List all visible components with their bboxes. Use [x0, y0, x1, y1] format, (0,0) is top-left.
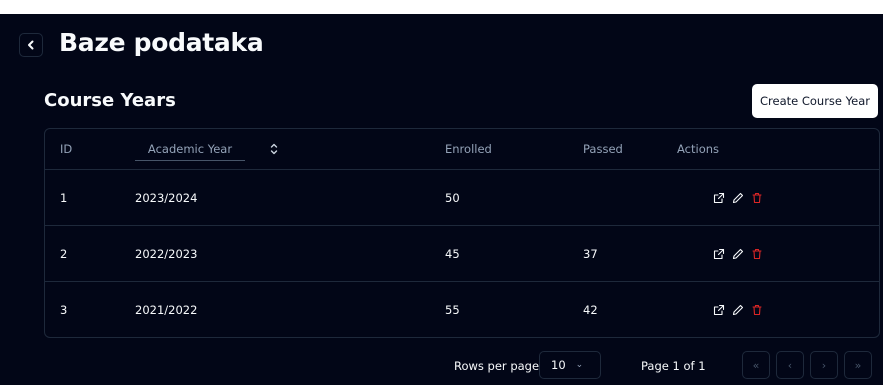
create-course-year-button[interactable]: Create Course Year — [752, 84, 878, 118]
column-header-enrolled: Enrolled — [445, 142, 492, 156]
column-header-id: ID — [60, 142, 73, 156]
table-row — [45, 282, 880, 338]
pencil-icon[interactable] — [732, 192, 744, 204]
cell-id: 2 — [60, 246, 68, 261]
pagination-bar — [0, 349, 883, 385]
page-container — [0, 14, 883, 385]
chevron-left-icon — [25, 39, 37, 51]
sort-academic-year-button[interactable]: Academic Year — [135, 137, 245, 161]
cell-enrolled: 50 — [445, 190, 460, 205]
cell-enrolled: 45 — [445, 246, 460, 261]
cell-academic-year: 2021/2022 — [135, 303, 198, 317]
rows-per-page-label: Rows per page — [454, 359, 540, 373]
table-row — [45, 170, 880, 226]
trash-icon[interactable] — [751, 192, 763, 204]
section-title: Course Years — [44, 90, 176, 111]
rows-per-page-select[interactable] — [539, 351, 601, 379]
course-years-table — [44, 128, 880, 338]
cell-academic-year: 2022/2023 — [135, 246, 198, 261]
chevron-down-icon: ⌄ — [575, 360, 584, 370]
column-header-passed: Passed — [583, 142, 623, 156]
page-title: Baze podataka — [59, 28, 264, 57]
external-link-icon[interactable] — [713, 248, 725, 260]
rows-per-page-value: 10 — [551, 358, 566, 372]
cell-id: 1 — [60, 190, 68, 205]
cell-passed: 42 — [583, 303, 598, 317]
row-actions — [713, 226, 763, 281]
external-link-icon[interactable] — [713, 192, 725, 204]
external-link-icon[interactable] — [713, 304, 725, 316]
table-header-row — [45, 129, 880, 170]
cell-academic-year: 2023/2024 — [135, 190, 198, 205]
last-page-button[interactable]: » — [844, 351, 872, 379]
pencil-icon[interactable] — [732, 304, 744, 316]
pencil-icon[interactable] — [732, 248, 744, 260]
table-row — [45, 226, 880, 282]
row-actions — [713, 170, 763, 225]
column-header-academic-year — [135, 129, 245, 169]
cell-enrolled: 55 — [445, 303, 460, 317]
sort-chevrons-icon[interactable] — [269, 142, 279, 156]
previous-page-button[interactable]: ‹ — [776, 351, 804, 379]
column-header-actions: Actions — [677, 142, 720, 156]
cell-id: 3 — [60, 303, 68, 317]
trash-icon[interactable] — [751, 248, 763, 260]
next-page-button[interactable]: › — [810, 351, 838, 379]
row-actions — [713, 282, 763, 338]
first-page-button[interactable]: « — [742, 351, 770, 379]
back-button[interactable] — [19, 33, 43, 57]
page-info: Page 1 of 1 — [641, 359, 706, 373]
trash-icon[interactable] — [751, 304, 763, 316]
cell-passed: 37 — [583, 246, 598, 261]
